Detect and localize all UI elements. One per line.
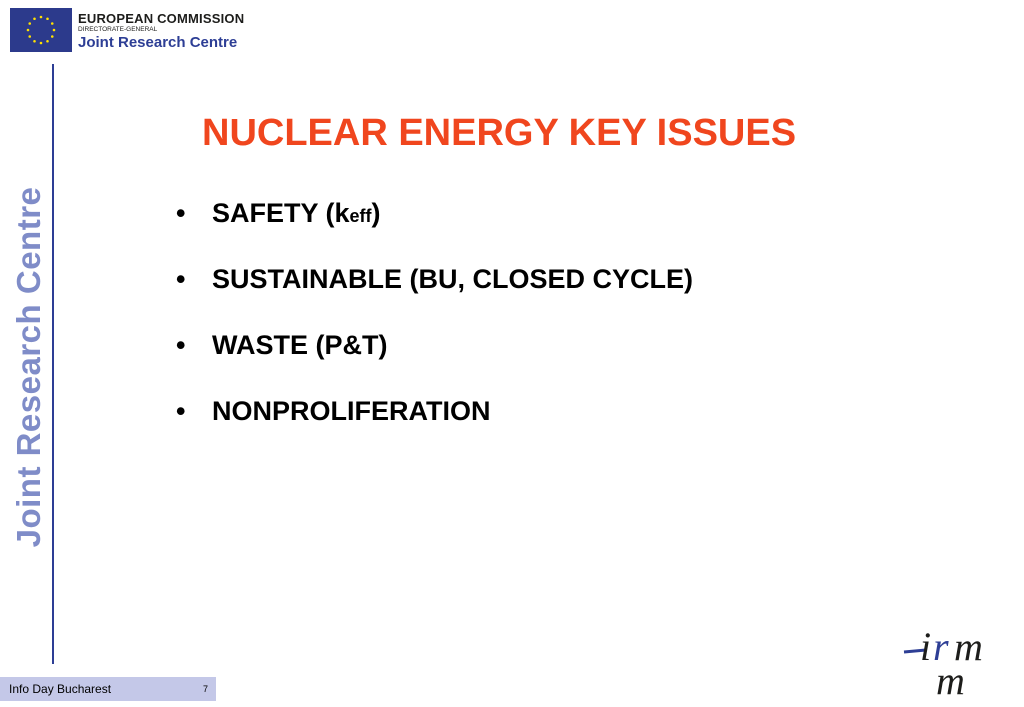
bullet-item-nonproliferation: [176, 396, 693, 462]
svg-text:i: i: [920, 624, 932, 669]
irmm-logo-icon: [900, 622, 1018, 700]
bullet-list: [176, 198, 693, 462]
jrc-header-logo: [10, 8, 244, 54]
bullet-dot-icon: •: [176, 264, 186, 294]
svg-text:r: r: [933, 624, 949, 669]
eu-star-icon: [51, 35, 54, 38]
footer-label: Info Day Bucharest: [9, 682, 112, 696]
logo-text: [78, 8, 244, 54]
bullet-dot-icon: •: [176, 396, 186, 426]
eu-star-icon: [33, 17, 36, 20]
eu-star-icon: [40, 42, 43, 45]
svg-text:m: m: [936, 658, 965, 700]
directorate-name: DIRECTORATE-GENERAL: [78, 25, 158, 33]
sidebar-vertical-text: Joint Research Centre: [10, 186, 47, 548]
bullet-item-sustainable: [176, 264, 693, 330]
eu-star-icon: [46, 17, 49, 20]
vertical-divider: [52, 64, 54, 664]
eu-star-icon: [27, 29, 30, 32]
bullet-text: SAFETY (k: [212, 198, 350, 228]
bullet-text: SUSTAINABLE (BU, CLOSED CYCLE): [212, 264, 694, 294]
page-number: 7: [203, 684, 209, 694]
organization-name: EUROPEAN COMMISSION: [78, 10, 245, 26]
sidebar-vertical-label: [8, 186, 50, 548]
eu-star-icon: [40, 16, 43, 19]
eu-star-icon: [53, 29, 56, 32]
bullet-text: WASTE (P&T): [212, 330, 388, 360]
eu-star-icon: [28, 35, 31, 38]
eu-star-icon: [51, 22, 54, 25]
bullet-suffix: ): [371, 198, 381, 228]
bullet-item-waste: [176, 330, 693, 396]
eu-star-icon: [28, 22, 31, 25]
centre-name: Joint Research Centre: [78, 34, 238, 52]
eu-star-icon: [33, 40, 36, 43]
slide-title: NUCLEAR ENERGY KEY ISSUES: [202, 112, 797, 154]
eu-flag-icon: [10, 8, 72, 52]
footer-bar: [0, 677, 216, 701]
bullet-text: NONPROLIFERATION: [212, 396, 491, 426]
eu-star-icon: [46, 40, 49, 43]
bullet-dot-icon: •: [176, 330, 186, 360]
svg-text:m: m: [954, 624, 983, 669]
bullet-dot-icon: •: [176, 198, 186, 228]
bullet-item-safety: • SAFETY (k eff ): [176, 198, 381, 228]
